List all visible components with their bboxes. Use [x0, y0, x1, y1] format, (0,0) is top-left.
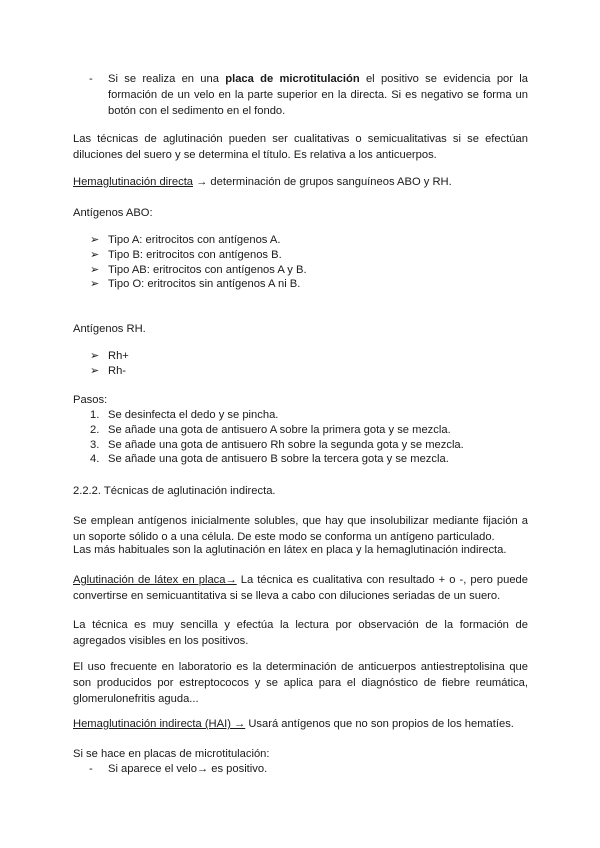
- arrow-marker-icon: ➢: [90, 248, 100, 261]
- tecnica-sencilla-paragraph: La técnica es muy sencilla y efectúa la lectura por observación de la formación de agregados visibles en los positivos.: [73, 619, 528, 647]
- microtitulacion-text: Si se realiza en una placa de microtitulación el positivo se evidencia por la formación de un velo en la parte superior en la directa. Si es negativo se forma un botón con el sedimento en el fondo.: [108, 73, 528, 117]
- antigenos-abo-title: Antígenos ABO:: [73, 207, 153, 219]
- antigenos-rh-title: Antígenos RH.: [73, 323, 146, 335]
- hemaglutinacion-indirecta-line: Hemaglutinación indirecta (HAI) → Usará antígenos que no son propios de los hematíes.: [73, 718, 514, 730]
- aglutinacion-latex-label: Aglutinación de látex en placa→: [73, 574, 237, 586]
- step-number: 1.: [90, 409, 100, 421]
- list-item: ➢ Tipo B: eritrocitos con antígenos B.: [90, 248, 282, 261]
- list-item: ➢ Tipo A: eritrocitos con antígenos A.: [90, 234, 281, 246]
- list-item: 3. Se añade una gota de antisuero Rh sobre la segunda gota y se mezcla.: [90, 438, 464, 451]
- microtitulacion-bold: placa de microtitulación: [225, 73, 360, 85]
- section-heading: 2.2.2. Técnicas de aglutinación indirecta.: [73, 485, 276, 497]
- tecnicas-paragraph: Las técnicas de aglutinación pueden ser cualitativas o semicualitativas si se efectúan diluciones del suero y se determina el título. Es relativa a los anticuerpos.: [73, 133, 528, 161]
- antigenos-solubles-paragraph: Se emplean antígenos inicialmente solubles, que hay que insolubilizar mediante fijación a un soporte sólido o a una célula. De este modo se conforma un antígeno particulado.: [73, 515, 528, 543]
- arrow-marker-icon: ➢: [90, 234, 100, 246]
- arrow-marker-icon: ➢: [90, 364, 100, 377]
- list-item: 4. Se añade una gota de antisuero B sobre la tercera gota y se mezcla.: [90, 453, 449, 466]
- list-item: 1. Se desinfecta el dedo y se pincha.: [90, 409, 279, 421]
- microtitulacion-item: [89, 71, 528, 119]
- step-number: 4.: [90, 453, 100, 466]
- list-item: 2. Se añade una gota de antisuero A sobre la primera gota y se mezcla.: [90, 423, 451, 436]
- list-item: ➢ Rh+: [90, 350, 129, 362]
- mas-habituales-paragraph: Las más habituales son la aglutinación en látex en placa y la hemaglutinación indirecta.: [73, 544, 507, 556]
- pasos-list: [90, 408, 464, 467]
- step-number: 3.: [90, 438, 100, 451]
- antigenos-abo-list: [90, 233, 307, 292]
- step-number: 2.: [90, 423, 100, 436]
- list-item: ➢ Tipo AB: eritrocitos con antígenos A y B.: [90, 263, 307, 276]
- hemaglutinacion-directa-label: Hemaglutinación directa: [73, 176, 194, 188]
- velo-positivo-text: Si aparece el velo→ es positivo.: [108, 763, 268, 775]
- arrow-marker-icon: ➢: [90, 350, 100, 362]
- hemaglutinacion-directa-line: Hemaglutinación directa → determinación de grupos sanguíneos ABO y RH.: [73, 176, 452, 188]
- dash-marker: -: [89, 763, 93, 775]
- dash-marker: -: [89, 73, 93, 85]
- hemaglutinacion-indirecta-label: Hemaglutinación indirecta (HAI) →: [73, 718, 246, 730]
- list-item: ➢ Tipo O: eritrocitos sin antígenos A ni B.: [90, 278, 301, 291]
- velo-positivo-item: [89, 761, 528, 777]
- placas-paragraph: Si se hace en placas de microtitulación:: [73, 748, 270, 760]
- arrow-marker-icon: ➢: [90, 263, 100, 276]
- arrow-marker-icon: ➢: [90, 278, 100, 291]
- aglutinacion-latex-paragraph: Aglutinación de látex en placa→ La técnica es cualitativa con resultado + o -, pero puede convertirse en semicuantitativa si se lleva a cabo con diluciones seriadas de un suero.: [73, 574, 528, 602]
- pasos-title: Pasos:: [73, 394, 108, 406]
- list-item: ➢ Rh-: [90, 364, 127, 377]
- antigenos-rh-list: [90, 349, 129, 379]
- uso-frecuente-paragraph: El uso frecuente en laboratorio es la determinación de anticuerpos antiestreptolisina que son producidos por estreptococos y se aplica para el diagnóstico de fiebre reumática, glomerulonefritis aguda...: [73, 661, 528, 705]
